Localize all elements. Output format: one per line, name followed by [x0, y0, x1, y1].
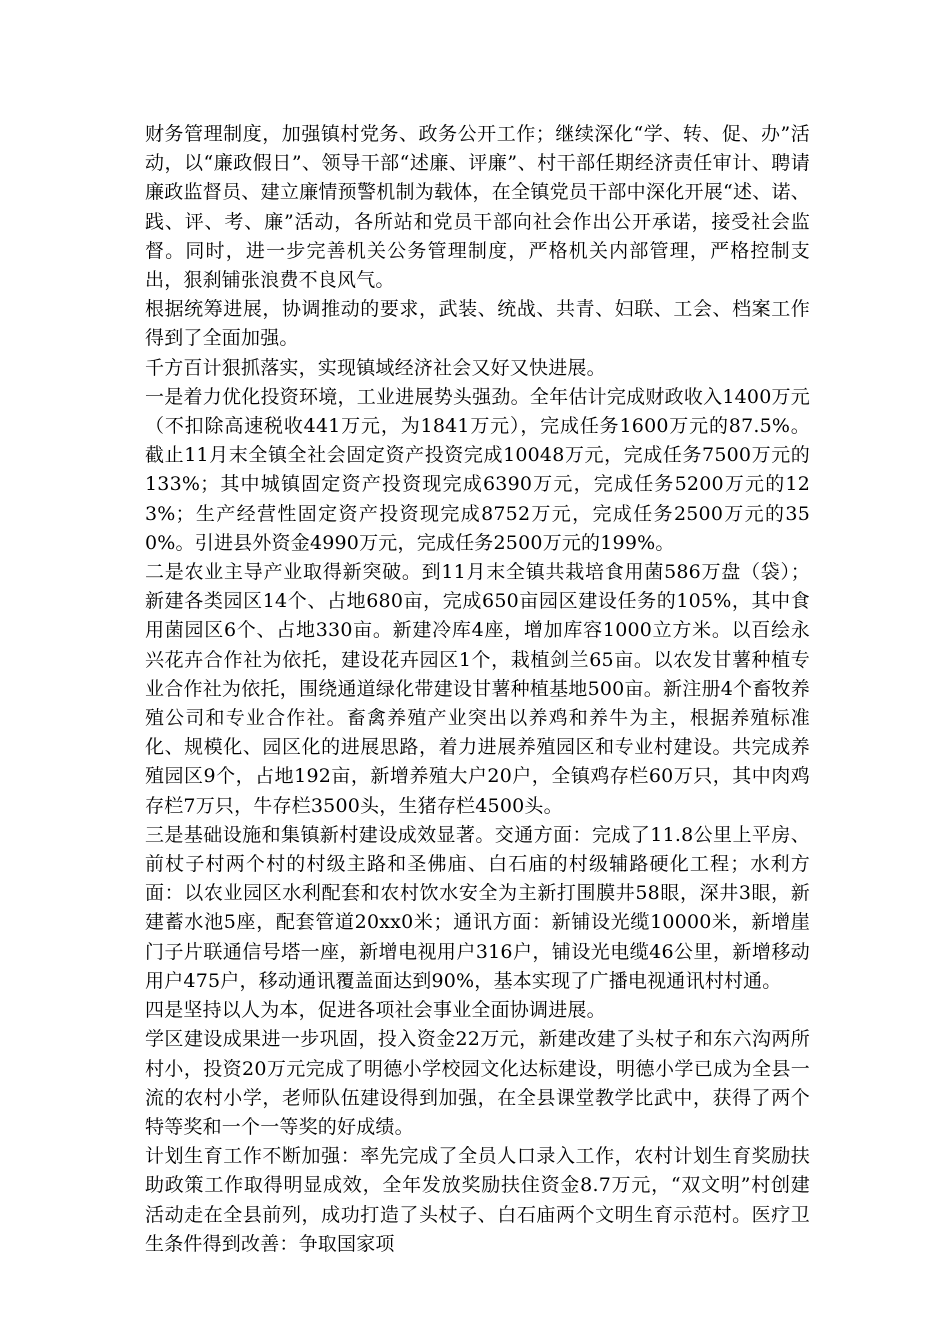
- paragraph-finance-management: 财务管理制度，加强镇村党务、政务公开工作；继续深化“学、转、促、办”活动，以“廉政假日”、领导干部“述廉、评廉”、村干部任期经济责任审计、聘请廉政监督员、建立廉情预警机制为载体，在全镇党员干部中深化开展“述、诺、践、评、考、廉”活动，各所站和党员干部向社会作出公开承诺，接受社会监督。同时，进一步完善机关公务管理制度，严格机关内部管理，严格控制支出，狠刹铺张浪费不良风气。: [145, 123, 810, 292]
- paragraph-implementation: 千方百计狠抓落实，实现镇域经济社会又好又快进展。: [145, 356, 606, 379]
- paragraph-investment: 一是着力优化投资环境，工业进展势头强劲。全年估计完成财政收入1400万元（不扣除高速税收441万元，为1841万元），完成任务1600万元的87.5%。截止11月末全镇全社会固定资产投资完成10048万元，完成任务7500万元的133%；其中城镇固定资产投资现完成6390万元，完成任务5200万元的123%；生产经营性固定资产投资现完成8752万元，完成任务2500万元的350%。引进县外资金4990万元，完成任务2500万元的199%。: [145, 385, 810, 554]
- paragraph-agriculture: 二是农业主导产业取得新突破。到11月末全镇共栽培食用菌586万盘（袋）；新建各类园区14个、占地680亩，完成650亩园区建设任务的105%，其中食用菌园区6个、占地330亩。新建冷库4座，增加库容1000立方米。以百绘永兴花卉合作社为依托，建设花卉园区1个，栽植剑兰65亩。以农发甘薯种植专业合作社为依托，围绕通道绿化带建设甘薯种植基地500亩。新注册4个畜牧养殖公司和专业合作社。畜禽养殖产业突出以养鸡和养牛为主，根据养殖标准化、规模化、园区化的进展思路，着力进展养殖园区和专业村建设。共完成养殖园区9个，占地192亩，新增养殖大户20户，全镇鸡存栏60万只，其中肉鸡存栏7万只，牛存栏3500头，生猪存栏4500头。: [145, 561, 810, 817]
- paragraph-social-undertakings: 四是坚持以人为本，促进各项社会事业全面协调进展。: [145, 999, 606, 1022]
- document-body: [145, 120, 810, 1259]
- paragraph-coordination: 根据统筹进展，协调推动的要求，武装、统战、共青、妇联、工会、档案工作得到了全面加强。: [145, 298, 810, 350]
- paragraph-family-planning: 计划生育工作不断加强：率先完成了全员人口录入工作，农村计划生育奖励扶助政策工作取得明显成效，全年发放奖励扶住资金8.7万元，“双文明”村创建活动走在全县前列，成功打造了头杖子、白石庙两个文明生育示范村。医疗卫生条件得到改善：争取国家项: [145, 1145, 810, 1255]
- paragraph-education: 学区建设成果进一步巩固，投入资金22万元，新建改建了头杖子和东六沟两所村小，投资20万元完成了明德小学校园文化达标建设，明德小学已成为全县一流的农村小学，老师队伍建设得到加强，在全县课堂教学比武中，获得了两个特等奖和一个一等奖的好成绩。: [145, 1028, 810, 1138]
- paragraph-infrastructure: 三是基础设施和集镇新村建设成效显著。交通方面：完成了11.8公里上平房、前杖子村两个村的村级主路和圣佛庙、白石庙的村级辅路硬化工程；水利方面：以农业园区水利配套和农村饮水安全为主新打围膜井58眼，深井3眼，新建蓄水池5座，配套管道20xx0米；通讯方面：新铺设光缆10000米，新增崖门子片联通信号塔一座，新增电视用户316户，铺设光电缆46公里，新增移动用户475户，移动通讯覆盖面达到90%，基本实现了广播电视通讯村村通。: [145, 823, 810, 992]
